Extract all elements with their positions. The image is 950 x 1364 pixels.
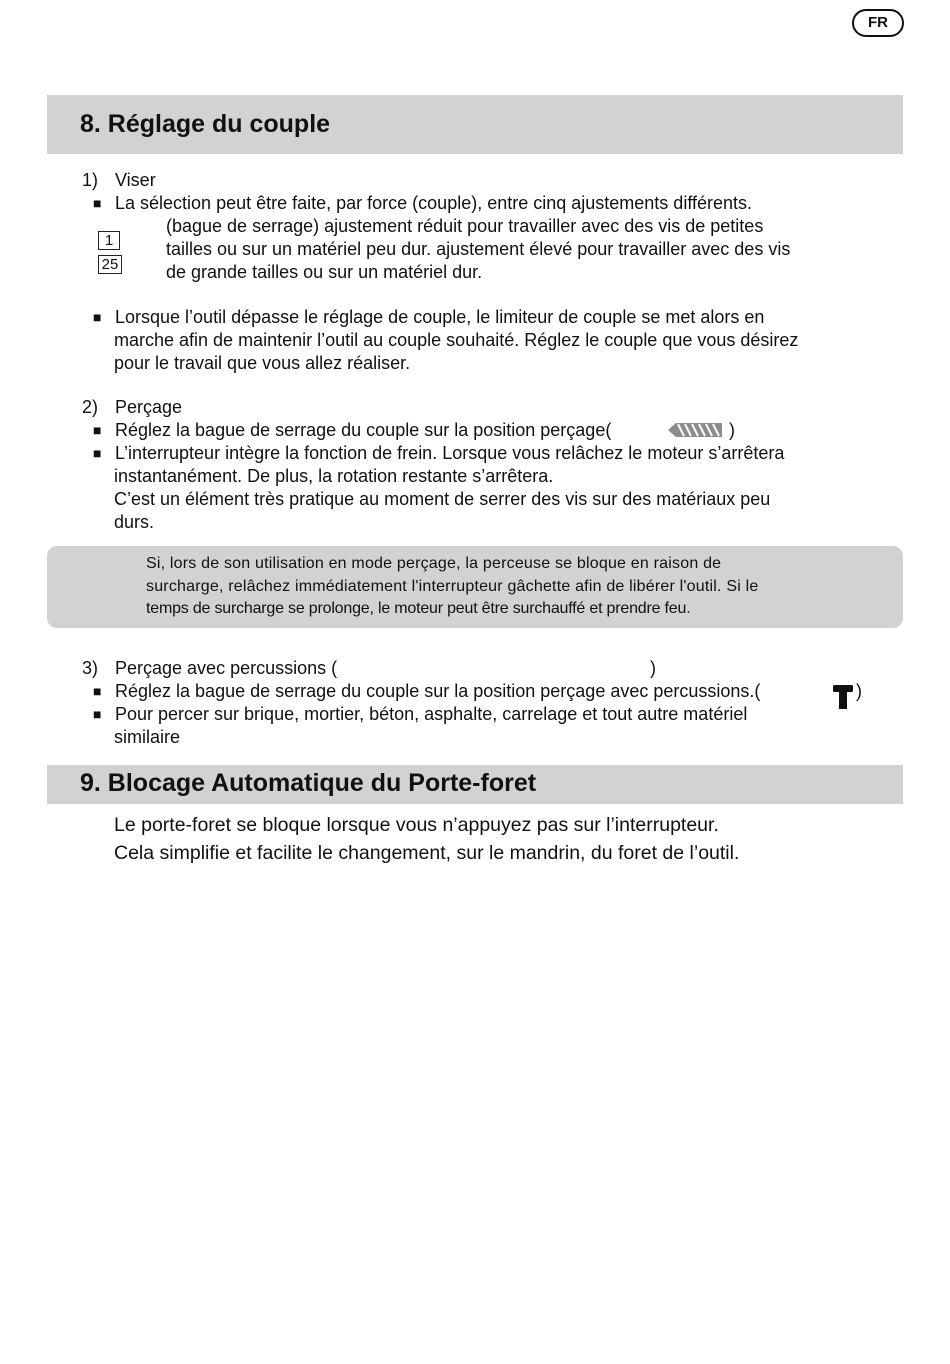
sub1-bullet2-line-1: Lorsque l’outil dépasse le réglage de couple, le limiteur de couple se met alors en: [115, 307, 765, 327]
sub3-title-close: ): [650, 658, 656, 678]
section-9-title: 9. Blocage Automatique du Porte-foret: [80, 769, 537, 797]
sub2-bullet2-line-4: durs.: [114, 512, 155, 532]
bullet-square: ■: [93, 445, 102, 461]
warning-note: [47, 546, 903, 628]
section-9-line-1: Le porte-foret se bloque lorsque vous n’appuyez pas sur l’interrupteur.: [114, 814, 719, 836]
sub1-number: 1): [82, 170, 99, 190]
sub2-bullet1-text: Réglez la bague de serrage du couple sur la position perçage(: [115, 420, 612, 440]
bullet-square: ■: [93, 706, 102, 722]
note-line-3: temps de surcharge se prolonge, le moteur peut être surchauffé et prendre feu.: [146, 600, 691, 617]
note-line-1: Si, lors de son utilisation en mode perçage, la perceuse se bloque en raison de: [146, 555, 722, 572]
sub1-detail-line-1: (bague de serrage) ajustement réduit pour travailler avec des vis de petites: [166, 216, 764, 236]
sub1-title: Viser: [115, 170, 156, 190]
section-9-header: [47, 765, 903, 804]
sub3-title: Perçage avec percussions (: [115, 658, 338, 678]
sub3-bullet2-line-2: similaire: [114, 727, 181, 747]
sub3-bullet1-close: ): [856, 681, 862, 701]
sub2-bullet2-line-1: L’interrupteur intègre la fonction de frein. Lorsque vous relâchez le moteur s’arrêtera: [115, 443, 785, 463]
sub3-bullet2-line-1: Pour percer sur brique, mortier, béton, asphalte, carrelage et tout autre matériel: [115, 704, 748, 724]
sub3-number: 3): [82, 658, 99, 678]
language-badge: FR: [852, 9, 904, 37]
bullet-square: ■: [93, 422, 102, 438]
sub2-number: 2): [82, 397, 99, 417]
section-9-line-2: Cela simplifie et facilite le changement, sur le mandrin, du foret de l’outil.: [114, 842, 740, 864]
hammer-icon: [832, 684, 854, 710]
section-8-title: 8. Réglage du couple: [80, 110, 331, 138]
note-line-2: surcharge, relâchez immédiatement l'interrupteur gâchette afin de libérer l'outil. Si le: [146, 578, 759, 595]
section-8-header: [47, 95, 903, 154]
sub1-detail-line-2: tailles ou sur un matériel peu dur. ajustement élevé pour travailler avec des vis: [166, 239, 791, 259]
bullet-square: ■: [93, 683, 102, 699]
torque-setting-high: 25: [98, 255, 122, 274]
sub1-detail-line-3: de grande tailles ou sur un matériel dur.: [166, 262, 483, 282]
sub2-title: Perçage: [115, 397, 183, 417]
sub2-bullet1-close: ): [729, 420, 735, 440]
sub1-bullet2-line-3: pour le travail que vous allez réaliser.: [114, 353, 411, 373]
sub1-bullet2-line-2: marche afin de maintenir l’outil au couple souhaité. Réglez le couple que vous désirez: [114, 330, 799, 350]
torque-setting-low: 1: [98, 231, 120, 250]
drill-bit-icon: [666, 422, 724, 438]
bullet-square: ■: [93, 309, 102, 325]
sub1-bullet1-text: La sélection peut être faite, par force (couple), entre cinq ajustements différents.: [115, 193, 753, 213]
bullet-square: ■: [93, 195, 102, 211]
sub2-bullet2-line-3: C’est un élément très pratique au moment de serrer des vis sur des matériaux peu: [114, 489, 771, 509]
sub3-bullet1-text: Réglez la bague de serrage du couple sur la position perçage avec percussions.(: [115, 681, 761, 701]
sub2-bullet2-line-2: instantanément. De plus, la rotation restante s’arrêtera.: [114, 466, 554, 486]
